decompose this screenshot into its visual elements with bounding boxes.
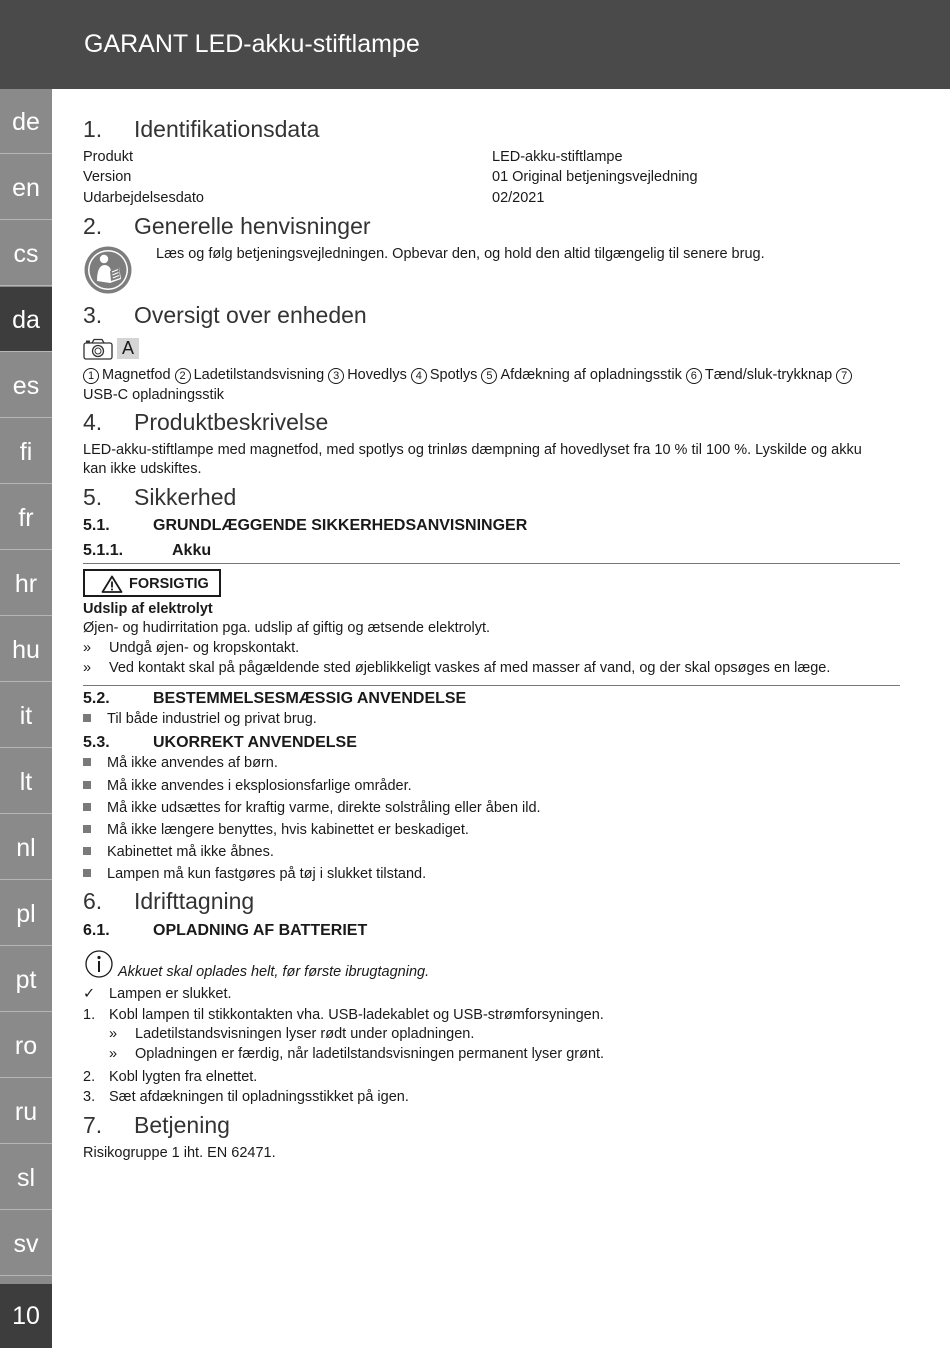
- step-result: » Opladningen er færdig, når ladetilstandsvisningen permanent lyser grønt.: [109, 1046, 605, 1062]
- section-5-1-heading: 5.1. GRUNDLÆGGENDE SIKKERHEDSANVISNINGER: [83, 517, 528, 534]
- section-5-1-1-heading: 5.1.1. Akku: [83, 542, 212, 559]
- section-2-heading: 2. Generelle henvisninger: [83, 213, 371, 239]
- lang-tab-pt[interactable]: pt: [0, 947, 52, 1012]
- lang-tab-lt[interactable]: lt: [0, 749, 52, 814]
- lang-tab-it[interactable]: it: [0, 683, 52, 748]
- general-info-text: Læs og følg betjeningsvejledningen. Opbevar den, og hold den altid tilgængelig til senere brug.: [156, 246, 765, 262]
- read-manual-icon: [83, 245, 133, 300]
- hazard-action: » Undgå øjen- og kropskontakt.: [83, 640, 300, 656]
- caution-signal-word: FORSIGTIG: [83, 569, 221, 597]
- camera-icon: [83, 338, 113, 365]
- page-header: [0, 0, 950, 89]
- info-icon: [83, 950, 115, 985]
- lang-tab-fi[interactable]: fi: [0, 419, 52, 484]
- id-value: 01 Original betjeningsvejledning: [492, 169, 698, 185]
- list-item: Kabinettet må ikke åbnes.: [83, 844, 274, 860]
- parts-legend: 1 Magnetfod 2 Ladetilstandsvisning 3 Hovedlys 4 Spotlys 5 Afdækning af opladningsstik 6 Tænd/sluk-trykknap 7: [83, 367, 855, 384]
- section-3-heading: 3. Oversigt over enheden: [83, 302, 367, 328]
- figure-label: A: [117, 338, 139, 359]
- step-result: » Ladetilstandsvisningen lyser rødt under opladningen.: [109, 1026, 475, 1042]
- lang-tab-fr[interactable]: fr: [0, 485, 52, 550]
- divider: [83, 685, 900, 686]
- id-value: LED-akku-stiftlampe: [492, 149, 623, 165]
- list-item: Må ikke anvendes af børn.: [83, 755, 278, 771]
- step: 3. Sæt afdækningen til opladningsstikket på igen.: [83, 1089, 409, 1105]
- page-number: 10: [0, 1284, 52, 1348]
- lang-tab-es[interactable]: es: [0, 353, 52, 418]
- parts-legend-cont: USB-C opladningsstik: [83, 387, 225, 403]
- id-label: Produkt: [83, 149, 133, 165]
- section-5-3-heading: 5.3. UKORREKT ANVENDELSE: [83, 734, 357, 751]
- product-description-line: kan ikke udskiftes.: [83, 461, 202, 477]
- section-7-heading: 7. Betjening: [83, 1112, 230, 1138]
- language-sidebar: [0, 89, 52, 1348]
- lang-tab-da[interactable]: da: [0, 287, 52, 352]
- list-item: Må ikke udsættes for kraftig varme, direkte solstråling eller åben ild.: [83, 800, 541, 816]
- lang-tab-sl[interactable]: sl: [0, 1145, 52, 1210]
- lang-tab-hr[interactable]: hr: [0, 551, 52, 616]
- id-value: 02/2021: [492, 190, 545, 206]
- hazard-description: Øjen- og hudirritation pga. udslip af giftig og ætsende elektrolyt.: [83, 620, 491, 636]
- lang-tab-sv[interactable]: sv: [0, 1211, 52, 1276]
- section-5-heading: 5. Sikkerhed: [83, 484, 237, 510]
- warning-triangle-icon: [101, 575, 123, 593]
- id-label: Version: [83, 169, 132, 185]
- section-1-heading: 1. Identifikationsdata: [83, 116, 320, 142]
- lang-tab-cs[interactable]: cs: [0, 221, 52, 286]
- lang-tab-de[interactable]: de: [0, 89, 52, 154]
- lang-tab-nl[interactable]: nl: [0, 815, 52, 880]
- hazard-action: » Ved kontakt skal på pågældende sted øjeblikkeligt vaskes af med masser af vand, og der skal opsøges en læge.: [83, 660, 831, 676]
- section-6-heading: 6. Idrifttagning: [83, 888, 255, 914]
- document-title: GARANT LED-akku-stiftlampe: [84, 30, 420, 58]
- list-item: Lampen må kun fastgøres på tøj i slukket tilstand.: [83, 866, 426, 882]
- lang-tab-hu[interactable]: hu: [0, 617, 52, 682]
- hazard-title: Udslip af elektrolyt: [83, 601, 213, 617]
- list-item: Må ikke anvendes i eksplosionsfarlige områder.: [83, 778, 412, 794]
- precondition: ✓ Lampen er slukket.: [83, 986, 232, 1002]
- step: 1. Kobl lampen til stikkontakten vha. USB-ladekablet og USB-strømforsyningen.: [83, 1007, 604, 1023]
- lang-tab-pl[interactable]: pl: [0, 881, 52, 946]
- section-5-2-heading: 5.2. BESTEMMELSESMÆSSIG ANVENDELSE: [83, 690, 467, 707]
- list-item: Må ikke længere benyttes, hvis kabinettet er beskadiget.: [83, 822, 469, 838]
- product-description-line: LED-akku-stiftlampe med magnetfod, med spotlys og trinløs dæmpning af hovedlyset fra 10 % til 100 %. Lyskilde og akku: [83, 442, 862, 458]
- lang-tab-en[interactable]: en: [0, 155, 52, 220]
- list-item: Til både industriel og privat brug.: [83, 711, 317, 727]
- section-4-heading: 4. Produktbeskrivelse: [83, 409, 329, 435]
- info-note: Akkuet skal oplades helt, før første ibrugtagning.: [118, 964, 430, 980]
- lang-tab-ro[interactable]: ro: [0, 1013, 52, 1078]
- section-6-1-heading: 6.1. OPLADNING AF BATTERIET: [83, 922, 368, 939]
- step: 2. Kobl lygten fra elnettet.: [83, 1069, 258, 1085]
- risk-group-text: Risikogruppe 1 iht. EN 62471.: [83, 1145, 276, 1161]
- lang-tab-ru[interactable]: ru: [0, 1079, 52, 1144]
- divider: [83, 563, 900, 564]
- id-label: Udarbejdelsesdato: [83, 190, 204, 206]
